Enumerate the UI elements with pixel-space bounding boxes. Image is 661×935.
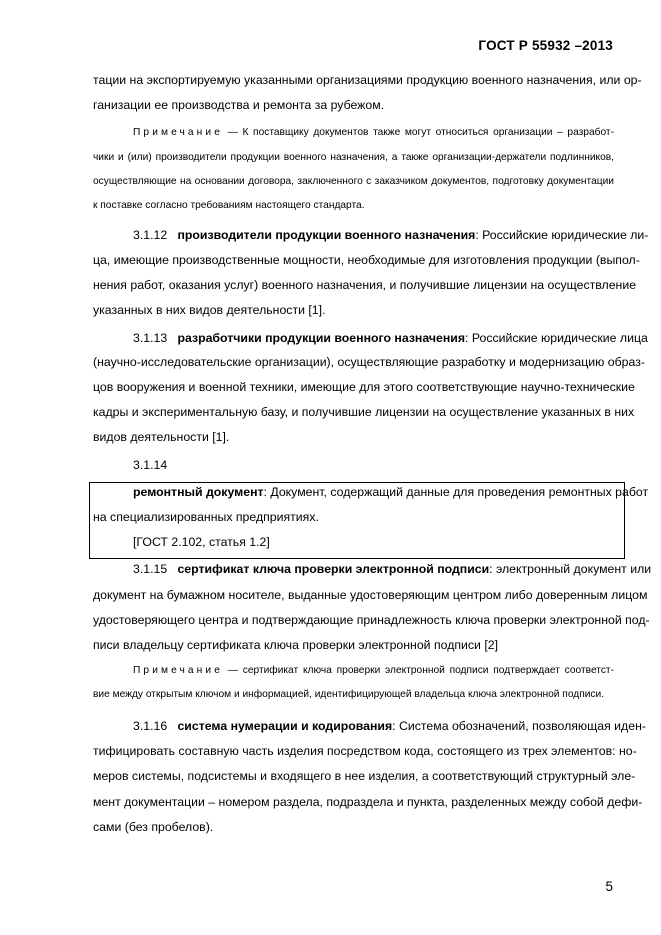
term-3-1-12 bbox=[133, 228, 649, 242]
body-line: документ на бумажном носителе, выданные удостоверяющим центром либо доверенным лицом bbox=[93, 588, 648, 602]
clause-number: 3.1.15 bbox=[133, 562, 168, 576]
term-3-1-13 bbox=[133, 331, 648, 345]
body-line: нения работ, оказания услуг) военного назначения, и получившие лицензии на осуществление bbox=[93, 278, 637, 292]
body-line: меров системы, подсистемы и входящего в нее изделия, а соответствующий структурный эле- bbox=[93, 769, 636, 783]
note-line bbox=[133, 127, 614, 138]
body-line: ца, имеющие производственные мощности, необходимые для изготовления продукции (выпол- bbox=[93, 253, 640, 267]
term-3-1-14 bbox=[133, 485, 649, 499]
body-line: мент документации – номером раздела, подраздела и пункта, разделенных между собой дефи- bbox=[93, 795, 643, 809]
term-name: производители продукции военного назначения bbox=[177, 228, 476, 242]
note-text: К поставщику документов также могут относиться организации – разработ- bbox=[242, 127, 614, 138]
body-line: писи владельцу сертификата ключа проверки электронной подписи [2] bbox=[93, 638, 499, 652]
body-line: ганизации ее производства и ремонта за рубежом. bbox=[93, 98, 385, 112]
body-line: сами (без пробелов). bbox=[93, 820, 214, 834]
term-definition: : Российские юридические лица bbox=[465, 331, 648, 345]
body-line: кадры и экспериментальную базу, и получившие лицензии на осуществление указанных в них bbox=[93, 405, 635, 419]
term-name: ремонтный документ bbox=[133, 485, 264, 499]
clause-number: 3.1.12 bbox=[133, 228, 168, 242]
clause-number: 3.1.13 bbox=[133, 331, 168, 345]
body-line: цов вооружения и военной техники, имеющие для этого соответствующие научно-технические bbox=[93, 380, 635, 394]
note-line: к поставке согласно требованиям настоящего стандарта. bbox=[93, 200, 365, 211]
body-line: (научно-исследовательские организации), осуществляющие разработку и модернизацию образ- bbox=[93, 355, 645, 369]
term-definition: : Система обозначений, позволяющая иден- bbox=[392, 719, 646, 733]
note-label: Примечание bbox=[133, 127, 223, 138]
note-dash: — bbox=[227, 127, 238, 138]
document-header-id: ГОСТ Р 55932 –2013 bbox=[478, 38, 613, 53]
note-line: чики и (или) производители продукции военного назначения, а также организации-держатели подлинников, bbox=[93, 152, 614, 163]
body-line: тации на экспортируемую указанными организациями продукцию военного назначения, или ор- bbox=[93, 73, 642, 87]
term-name: сертификат ключа проверки электронной подписи bbox=[177, 562, 490, 576]
term-definition: : электронный документ или bbox=[489, 562, 652, 576]
clause-number-3-1-14: 3.1.14 bbox=[133, 458, 168, 472]
body-line: указанных в них видов деятельности [1]. bbox=[93, 303, 326, 317]
body-line: тифицировать составную часть изделия посредством кода, состоящего из трех элементов: но- bbox=[93, 744, 637, 758]
term-name: система нумерации и кодирования bbox=[177, 719, 393, 733]
term-definition: : Российские юридические ли- bbox=[475, 228, 649, 242]
source-reference: [ГОСТ 2.102, статья 1.2] bbox=[133, 535, 270, 549]
note-line bbox=[133, 665, 614, 676]
page-number: 5 bbox=[605, 879, 613, 894]
term-name: разработчики продукции военного назначения bbox=[177, 331, 466, 345]
body-line: на специализированных предприятиях. bbox=[93, 510, 319, 524]
term-3-1-16 bbox=[133, 719, 646, 733]
term-3-1-15 bbox=[133, 562, 652, 576]
clause-number: 3.1.16 bbox=[133, 719, 168, 733]
body-line: видов деятельности [1]. bbox=[93, 430, 230, 444]
note-dash: — bbox=[227, 665, 238, 676]
note-label: Примечание bbox=[133, 665, 223, 676]
note-line: вие между открытым ключом и информацией, идентифицирующей владельца ключа электронной подписи. bbox=[93, 689, 605, 700]
term-definition: : Документ, содержащий данные для проведения ремонтных работ bbox=[263, 485, 649, 499]
body-line: удостоверяющего центра и подтверждающие принадлежность ключа проверки электронной под- bbox=[93, 613, 650, 627]
note-text: сертификат ключа проверки электронной подписи подтверждает соответст- bbox=[242, 665, 614, 676]
note-line: осуществляющие на основании договора, заключенного с заказчиком документов, подготовку документации bbox=[93, 176, 614, 187]
